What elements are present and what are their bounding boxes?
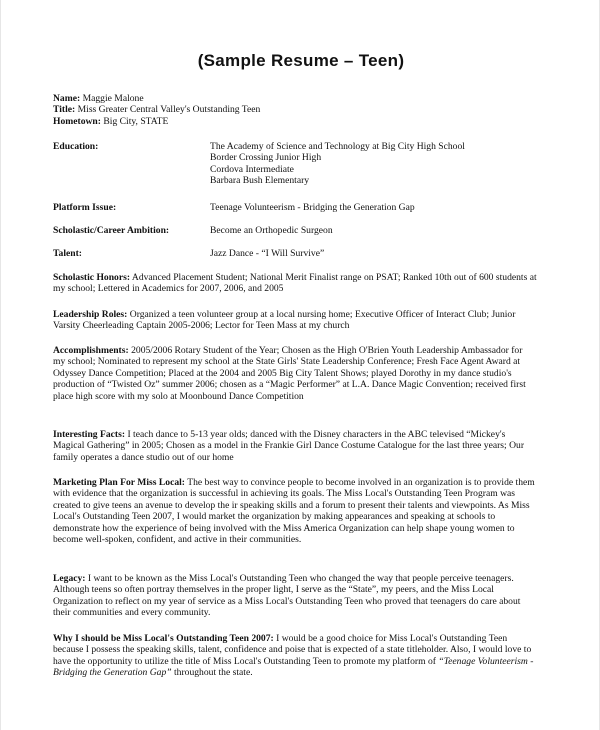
honors-text: Advanced Placement Student; National Merit Finalist range on PSAT; Ranked 10th out of 600 students at my school; Lettered in Academics for 2007, 2006, and 2005 xyxy=(53,272,537,295)
ambition-value: Become an Orthopedic Surgeon xyxy=(210,225,333,236)
education-list xyxy=(210,141,465,186)
leadership-section xyxy=(53,309,537,332)
education-item: Barbara Bush Elementary xyxy=(210,174,310,186)
education-item: Cordova Intermediate xyxy=(210,163,294,175)
platform-value: Teenage Volunteerism - Bridging the Generation Gap xyxy=(210,202,415,213)
talent-value: Jazz Dance - “I Will Survive” xyxy=(210,248,325,259)
why-section xyxy=(53,633,537,679)
legacy-label: Legacy: xyxy=(53,573,86,584)
why-text-end: throughout the state. xyxy=(174,667,253,679)
page-title: (Sample Resume – Teen) xyxy=(197,51,405,70)
marketing-label: Marketing Plan For Miss Local: xyxy=(53,477,185,488)
talent-label: Talent: xyxy=(53,248,82,259)
education-item: Border Crossing Junior High xyxy=(210,152,322,164)
ambition-label: Scholastic/Career Ambition: xyxy=(53,225,170,236)
facts-text: I teach dance to 5-13 year olds; danced with the Disney characters in the ABC televised “Mickey's Magical Gathering” in 2005; Chosen as a model in the Frankie Girl Dance Costume Catalogue for the last three years; Our family operates a dance studio out of our home xyxy=(53,429,525,463)
name-line xyxy=(53,93,144,104)
name-value: Maggie Malone xyxy=(82,93,144,104)
title-label: Title: xyxy=(53,104,76,115)
hometown-value: Big City, STATE xyxy=(103,116,169,127)
accomplishments-section xyxy=(53,345,537,402)
title-value: Miss Greater Central Valley's Outstanding Teen xyxy=(77,104,261,115)
education-item: The Academy of Science and Technology at Big City High School xyxy=(210,141,465,152)
honors-section xyxy=(53,272,537,295)
hometown-line xyxy=(53,116,168,127)
facts-label: Interesting Facts: xyxy=(53,429,126,440)
legacy-text: I want to be known as the Miss Local's Outstanding Teen who changed the way that people perceive teenagers. Although teens so often portray themselves in the proper light, I serve as the “State”, my peers, and the Miss Local Organization to reflect on my year of service as a Miss Local's Outstanding Teen who proved that teenagers do care about their communities and every community. xyxy=(53,573,521,619)
honors-label: Scholastic Honors: xyxy=(53,272,131,283)
accomplishments-label: Accomplishments: xyxy=(53,345,129,356)
leadership-label: Leadership Roles: xyxy=(53,309,128,320)
platform-label: Platform Issue: xyxy=(53,202,117,213)
leadership-text: Organized a teen volunteer group at a local nursing home; Executive Officer of Interact Club; Junior Varsity Cheerleading Captain 2005-2006; Lector for Teen Mass at my church xyxy=(53,309,516,332)
why-label: Why I should be Miss Local's Outstanding Teen 2007: xyxy=(53,633,274,644)
why-text: I would be a good choice for Miss Local's Outstanding Teen because I possess the speaking skills, talent, confidence and poise that is expected of a state titleholder. Also, I would love to have the opportunity to utilize the title of Miss Local's Outstanding Teen to promote my platform of xyxy=(53,633,532,667)
facts-section xyxy=(53,429,537,463)
marketing-text: The best way to convince people to become involved in an organization is to provide them with evidence that the organization is successful in achieving its goals. The Miss Local's Outstanding Teen Program was created to give teens an avenue to develop the ir speaking skills and a forum to present their talents and viewpoints. As Miss Local's Outstanding Teen 2007, I would market the organization by making appearances and speaking at schools to demonstrate how the experience of being involved with the Miss America Organization can help shape young women to become well-spoken, confident, and active in their communities. xyxy=(53,477,535,546)
education-label: Education: xyxy=(53,141,99,152)
name-label: Name: xyxy=(53,93,81,104)
marketing-section xyxy=(53,477,537,545)
platform-quote: “Teenage Volunteerism - Bridging the Generation Gap” xyxy=(53,655,534,679)
accomplishments-text: 2005/2006 Rotary Student of the Year; Chosen as the High O'Brien Youth Leadership Ambassador for my school; Nominated to represent my school at the State Girls' State Leadership Conference; Fresh Face Agent Award at Odyssey Dance Competition; Placed at the 2004 and 2005 Big City Talent Shows; played Dorothy in my dance studio's production of “Twisted Oz” summer 2006; chosen as a “Magic Performer” at L.A. Dance Magic Convention; received first place high score with my solo at Moonbound Dance Competition xyxy=(53,345,526,402)
title-line xyxy=(53,104,260,115)
hometown-label: Hometown: xyxy=(53,116,101,127)
legacy-section xyxy=(53,573,537,619)
